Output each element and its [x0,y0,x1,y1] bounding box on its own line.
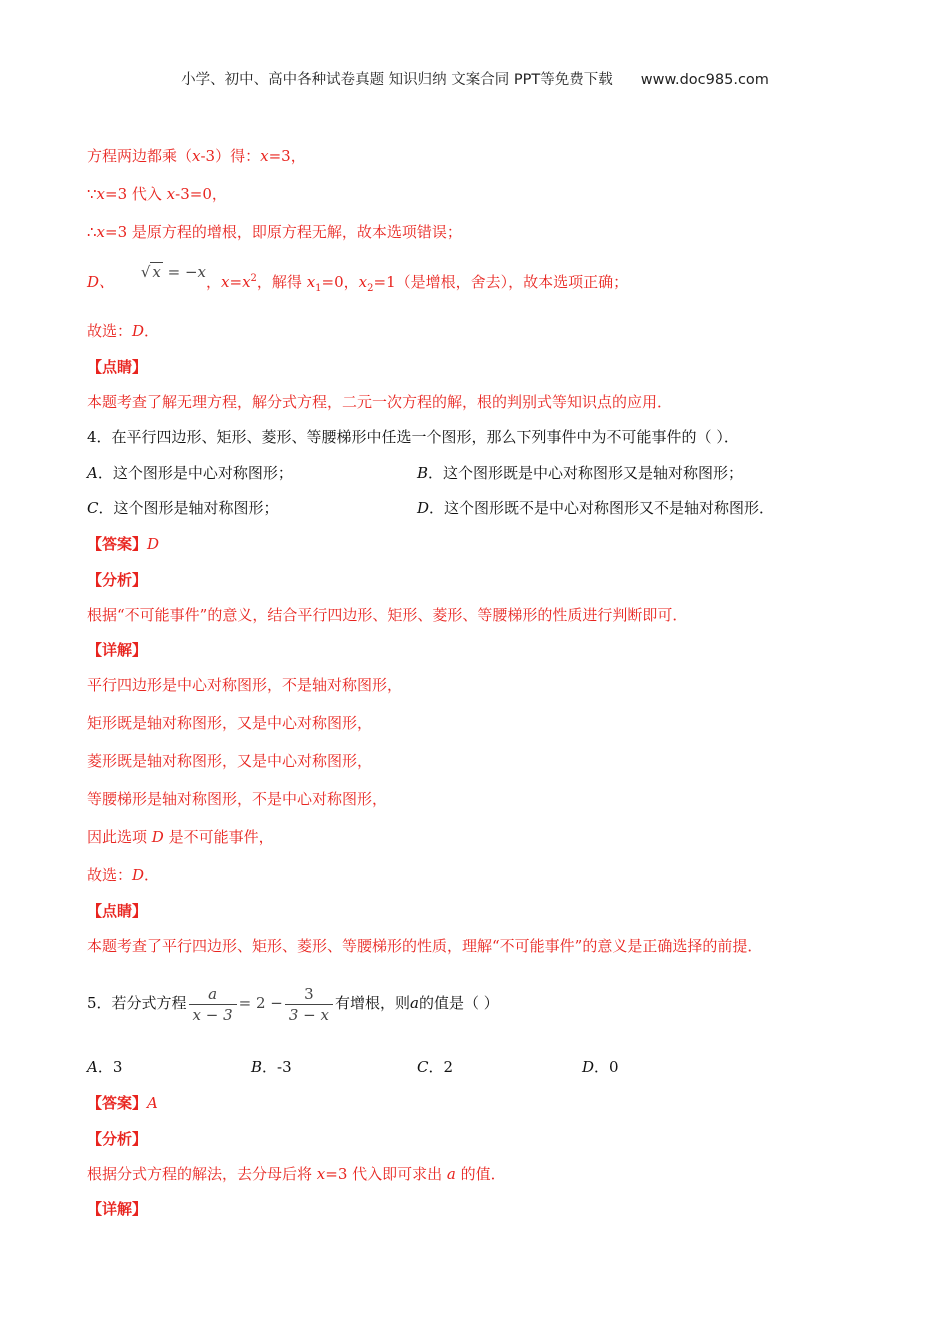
q4-analysis-heading: 【分析】 [87,571,148,589]
q4-option-b: B．这个图形既是中心对称图形又是轴对称图形； [417,464,744,482]
dianjing-note: 本题考查了解无理方程，解分式方程，二元一次方程的解，根的判别式等知识点的应用． [87,393,673,411]
page-header [0,68,950,89]
dianjing-heading: 【点睛】 [87,358,148,376]
q5-answer: 【答案】A [87,1094,158,1112]
q5-option-d: D．0 [582,1058,619,1076]
q4-answer: 【答案】D [87,535,160,553]
q4-option-d: D．这个图形既不是中心对称图形又不是轴对称图形． [417,499,775,517]
q4-detail-4: 等腰梯形是轴对称图形，不是中心对称图形， [87,790,388,808]
q4-detail-2: 矩形既是轴对称图形，又是中心对称图形， [87,714,373,732]
q5-analysis-heading: 【分析】 [87,1130,148,1148]
solution-line-3: ∴x=3 是原方程的增根，即原方程无解，故本选项错误； [87,223,462,241]
q4-detail-5: 因此选项 D 是不可能事件， [87,828,274,846]
sqrt-equation: √ x = −x [140,263,206,281]
solution-line-4: D、 √ x = −x，$x=x^2$，解得 $x_1=0$，$x_2=1$（是增根，舍去），故本选项正确； [87,263,629,294]
q5-option-c: C．2 [417,1058,454,1076]
solution-line-1: 方程两边都乘（x-3）得：x=3， [87,147,306,165]
solution-line-2: ∵x=3 代入 x-3=0， [87,185,227,203]
header-text: 小学、初中、高中各种试卷真题 知识归纳 文案合同 PPT等免费下载 [181,72,613,88]
q4-dianjing-heading: 【点睛】 [87,902,148,920]
q4-detail-1: 平行四边形是中心对称图形，不是轴对称图形， [87,676,403,694]
q4-option-c: C．这个图形是轴对称图形； [87,499,279,517]
fraction-a-over-x-minus-3: $\frac{a}{x - 3}$ [189,985,237,1024]
header-url[interactable]: www.doc985.com [640,72,769,88]
q4-option-a: A．这个图形是中心对称图形； [87,464,293,482]
q5-detail-heading: 【详解】 [87,1200,148,1218]
q4-analysis: 根据“不可能事件”的意义，结合平行四边形、矩形、菱形、等腰梯形的性质进行判断即可． [87,606,688,624]
q4-detail-3: 菱形既是轴对称图形，又是中心对称图形， [87,752,373,770]
question-4-stem: 4．在平行四边形、矩形、菱形、等腰梯形中任选一个图形，那么下列事件中为不可能事件的（ ）． [87,428,739,446]
solution-conclusion: 故选：D． [87,322,160,340]
q4-detail-heading: 【详解】 [87,641,148,659]
q4-conclusion: 故选：D． [87,866,160,884]
q5-option-b: B．-3 [251,1058,292,1076]
fraction-3-over-3-minus-x: $\frac{3}{3 - x}$ [285,985,333,1024]
q5-option-a: A．3 [87,1058,123,1076]
question-5-stem: 5．若分式方程 $\frac{a}{x - 3}$ = 2 − $\frac{3}{3 - x}$ 有增根，则a的值是（ ） [87,984,499,1024]
q5-analysis: 根据分式方程的解法，去分母后将 x=3 代入即可求出 a 的值． [87,1165,506,1183]
q4-dianjing-note: 本题考查了平行四边形、矩形、菱形、等腰梯形的性质，理解“不可能事件”的意义是正确选择的前提． [87,937,763,955]
